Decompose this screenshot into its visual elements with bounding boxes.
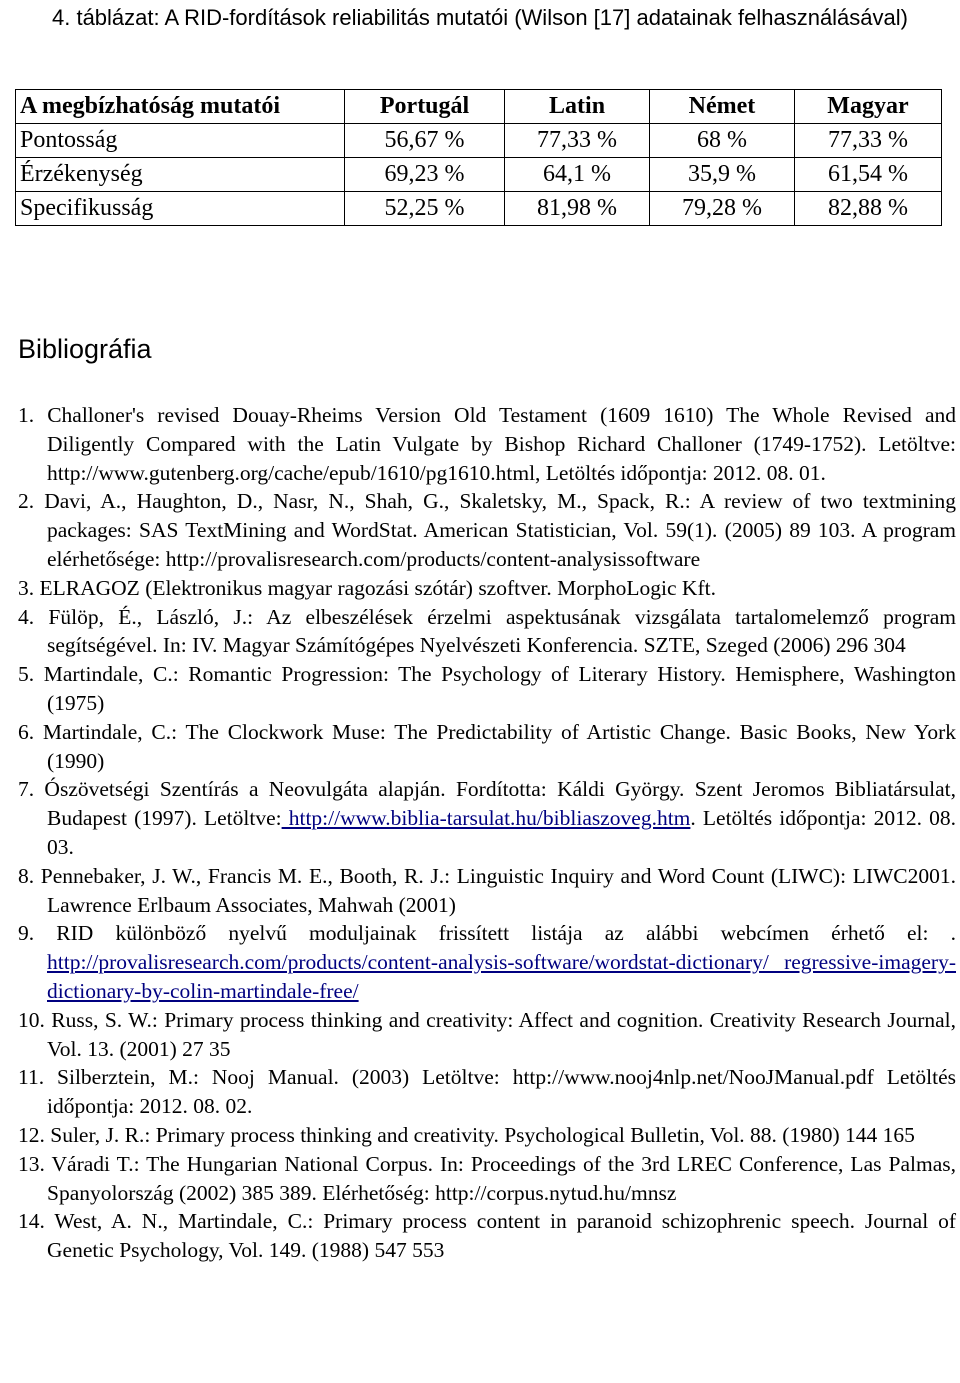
bibliography-entry: 5. Martindale, C.: Romantic Progression: The Psychology of Literary History. Hemisphere, Washington (1975) [18,662,956,715]
table-cell: 82,88 % [794,192,941,226]
bibliography-entry: 6. Martindale, C.: The Clockwork Muse: The Predictability of Artistic Change. Basic Books, New York (1990) [18,719,956,773]
entry-text: 9. RID különböző nyelvű moduljainak frissített listája az alábbi webcímen érhető el: . [18,921,956,946]
bibliography-entry: 10. Russ, S. W.: Primary process thinking and creativity: Affect and cognition. Creativity Research Journal, Vol. 13. (2001) 27 35 [18,1007,956,1061]
bibliography-entry: 14. West, A. N., Martindale, C.: Primary process content in paranoid schizophrenic speech. Journal of Genetic Psychology, Vol. 149. (1988) 547 553 [18,1209,956,1263]
wordstat-dictionary-link[interactable]: http://provalisresearch.com/products/content-analysis-software/wordstat-dictionary/ regressive-imagery-dictionary-by-colin-martindale-free/ [47,950,956,1003]
table-caption: 4. táblázat: A RID-fordítások reliabilitás mutatói (Wilson [17] adatainak felhasználásával) [52,5,908,30]
bibliography-entry: 3. ELRAGOZ (Elektronikus magyar ragozási szótár) szoftver. MorphoLogic Kft. [18,575,716,600]
table-cell: 61,54 % [794,158,941,192]
bibliography-entry: 8. Pennebaker, J. W., Francis M. E., Booth, R. J.: Linguistic Inquiry and Word Count (LIWC): LIWC2001. Lawrence Erlbaum Associates, Mahwah (2001) [18,863,956,917]
table-row [16,124,942,158]
bibliasz-link[interactable]: http://www.biblia-tarsulat.hu/bibliaszoveg.htm [281,806,691,831]
bibliography-entry: 12. Suler, J. R.: Primary process thinking and creativity. Psychological Bulletin, Vol. 88. (1980) 144 165 [18,1122,915,1147]
column-header: Portugál [345,90,505,124]
bibliography-entry: 1. Challoner's revised Douay-Rheims Version Old Testament (1609 1610) The Whole Revised and Diligently Compared with the Latin Vulgate by Bishop Richard Challoner (1749-1752). Letöltve: http://www.gutenberg.org/cache/epub/1610/pg1610.html, Letöltés időpontja: 2012. 08. 01. [18,403,956,485]
table-cell: 81,98 % [505,192,650,226]
table-cell: 56,67 % [345,124,505,158]
table-row [16,158,942,192]
bibliography-entry: 11. Silberztein, M.: Nooj Manual. (2003) Letöltve: http://www.nooj4nlp.net/NooJManual.pdf Letöltés időpontja: 2012. 08. 02. [18,1065,956,1119]
row-label: Érzékenység [16,158,345,192]
bibliography-list [18,401,956,1265]
entry-text: . Letöltés időpontja: 2012. 08. 03. [47,806,956,859]
table-cell: 64,1 % [505,158,650,192]
table-cell: 77,33 % [794,124,941,158]
column-header: Német [650,90,795,124]
table-cell: 69,23 % [345,158,505,192]
table-cell: 77,33 % [505,124,650,158]
bibliography-entry: 4. Fülöp, É., László, J.: Az elbeszélések érzelmi aspektusának vizsgálata tartalomelemző program segítségével. In: IV. Magyar Számítógépes Nyelvészeti Konferencia. SZTE, Szeged (2006) 296 304 [18,604,956,658]
table-cell: 35,9 % [650,158,795,192]
row-label: Pontosság [16,124,345,158]
bibliography-entry [18,775,956,861]
row-label: Specifikusság [16,192,345,226]
table-cell: 68 % [650,124,795,158]
entry-text: 7. Ószövetségi Szentírás a Neovulgáta alapján. Fordította: Káldi György. Szent Jeromos Bibliatársulat, Budapest (1997). Letöltve: [18,777,956,831]
bibliography-entry: 13. Váradi T.: The Hungarian National Corpus. In: Proceedings of the 3rd LREC Conference, Las Palmas, Spanyolország (2002) 385 389. Elérhetőség: http://corpus.nytud.hu/mnsz [18,1151,956,1205]
column-header: Latin [505,90,650,124]
table-header-row [16,90,942,124]
column-header: A megbízhatóság mutatói [16,90,345,124]
table-cell: 52,25 % [345,192,505,226]
reliability-table [15,89,942,226]
bibliography-heading: Bibliográfia [18,334,152,364]
column-header: Magyar [794,90,941,124]
bibliography-entry: 2. Davi, A., Haughton, D., Nasr, N., Shah, G., Skaletsky, M., Spack, R.: A review of two textmining packages: SAS TextMining and WordStat. American Statistician, Vol. 59(1). (2005) 89 103. A program elérhetősége: http://provalisresearch.com/products/content-analysissoftware [18,489,956,571]
bibliography-entry [18,919,956,1005]
table-cell: 79,28 % [650,192,795,226]
table-row [16,192,942,226]
